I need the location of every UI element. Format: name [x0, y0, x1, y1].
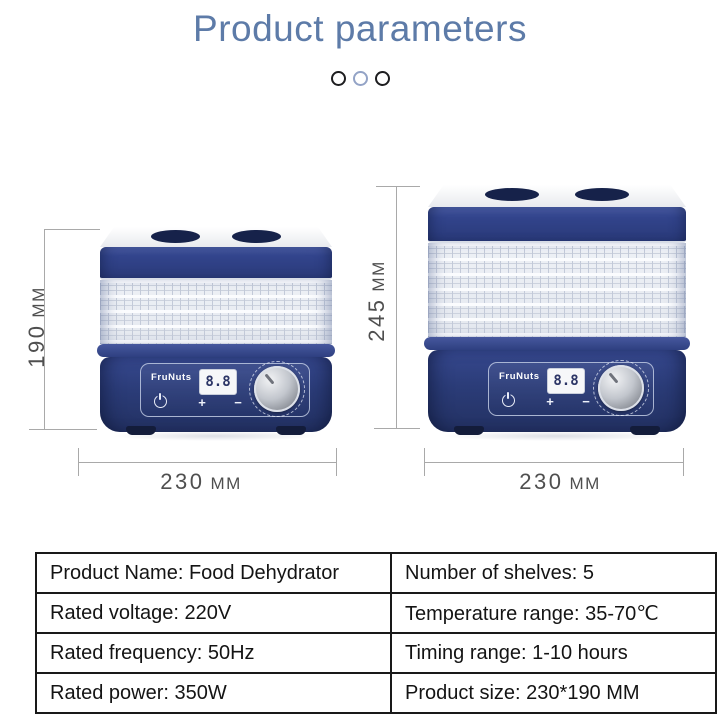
pagination-dot[interactable] [375, 71, 390, 86]
product-image-small [100, 227, 332, 432]
pagination-dot[interactable] [331, 71, 346, 86]
base-unit [428, 350, 686, 432]
product-shadow [112, 431, 321, 441]
pagination-dots [0, 71, 720, 86]
digital-display: 8.8 [199, 369, 237, 395]
table-row [36, 673, 716, 713]
spec-cell-timing: Timing range: 1-10 hours [391, 633, 716, 673]
spec-cell-voltage: Rated voltage: 220V [36, 593, 391, 633]
temperature-knob-icon [598, 365, 644, 411]
minus-button-icon: − [582, 394, 590, 409]
control-panel [140, 363, 310, 417]
spec-cell-size: Product size: 230*190 MM [391, 673, 716, 713]
width-dim-line-right [424, 462, 684, 463]
spec-cell-shelves: Number of shelves: 5 [391, 553, 716, 593]
height-dimension-right [364, 231, 390, 371]
brand-label: FruNuts [151, 372, 192, 383]
power-icon [154, 395, 167, 408]
brand-label: FruNuts [499, 371, 540, 382]
lid-vent-hole [232, 230, 281, 243]
spec-cell-power: Rated power: 350W [36, 673, 391, 713]
dim-value: 190 [24, 323, 49, 368]
knob-indicator [264, 374, 274, 385]
dim-unit: MM [29, 286, 48, 318]
lid-top [428, 185, 686, 207]
tray-stack [100, 280, 332, 344]
height-dim-tick [29, 429, 97, 430]
table-row [36, 553, 716, 593]
width-dimension-left [101, 469, 301, 495]
height-dim-tick [376, 186, 420, 187]
tray-stack [428, 243, 686, 337]
dim-unit: MM [210, 474, 242, 493]
power-icon [502, 394, 515, 407]
width-dim-tick [683, 448, 684, 476]
power-icon-stem [159, 393, 161, 400]
base-lip [424, 337, 690, 350]
product-shadow [441, 431, 673, 441]
lid-vent-hole [575, 188, 629, 201]
height-dim-tick [44, 229, 100, 230]
dim-value: 245 [364, 297, 389, 342]
plus-button-icon: + [198, 395, 206, 410]
width-dim-tick [424, 448, 425, 476]
lid-band [428, 207, 686, 243]
width-dim-line-left [78, 462, 337, 463]
lid-vent-hole [485, 188, 539, 201]
spec-cell-temperature: Temperature range: 35-70℃ [391, 593, 716, 633]
power-icon-stem [507, 392, 509, 399]
width-dimension-right [460, 469, 660, 495]
knob-indicator [608, 373, 618, 384]
digital-display: 8.8 [547, 368, 585, 394]
temperature-knob-icon [254, 366, 300, 412]
lid-vent-hole [151, 230, 200, 243]
height-dim-tick [374, 428, 420, 429]
height-dim-line-right [396, 186, 397, 429]
spec-cell-product-name: Product Name: Food Dehydrator [36, 553, 391, 593]
control-panel [488, 362, 654, 416]
base-lip [97, 344, 336, 357]
lid-band [100, 247, 332, 280]
plus-button-icon: + [546, 394, 554, 409]
width-dim-tick [336, 448, 337, 476]
minus-button-icon: − [234, 395, 242, 410]
spec-cell-frequency: Rated frequency: 50Hz [36, 633, 391, 673]
dim-value: 230 [519, 469, 564, 494]
base-unit [100, 357, 332, 432]
product-image-large [428, 185, 686, 432]
lid-top [100, 227, 332, 247]
dim-value: 230 [160, 469, 205, 494]
table-row [36, 633, 716, 673]
dim-unit: MM [569, 474, 601, 493]
height-dimension-left [24, 257, 50, 397]
table-row [36, 593, 716, 633]
width-dim-tick [78, 448, 79, 476]
dim-unit: MM [369, 260, 388, 292]
pagination-dot-active[interactable] [353, 71, 368, 86]
page-title: Product parameters [193, 8, 527, 49]
spec-table [35, 552, 717, 714]
